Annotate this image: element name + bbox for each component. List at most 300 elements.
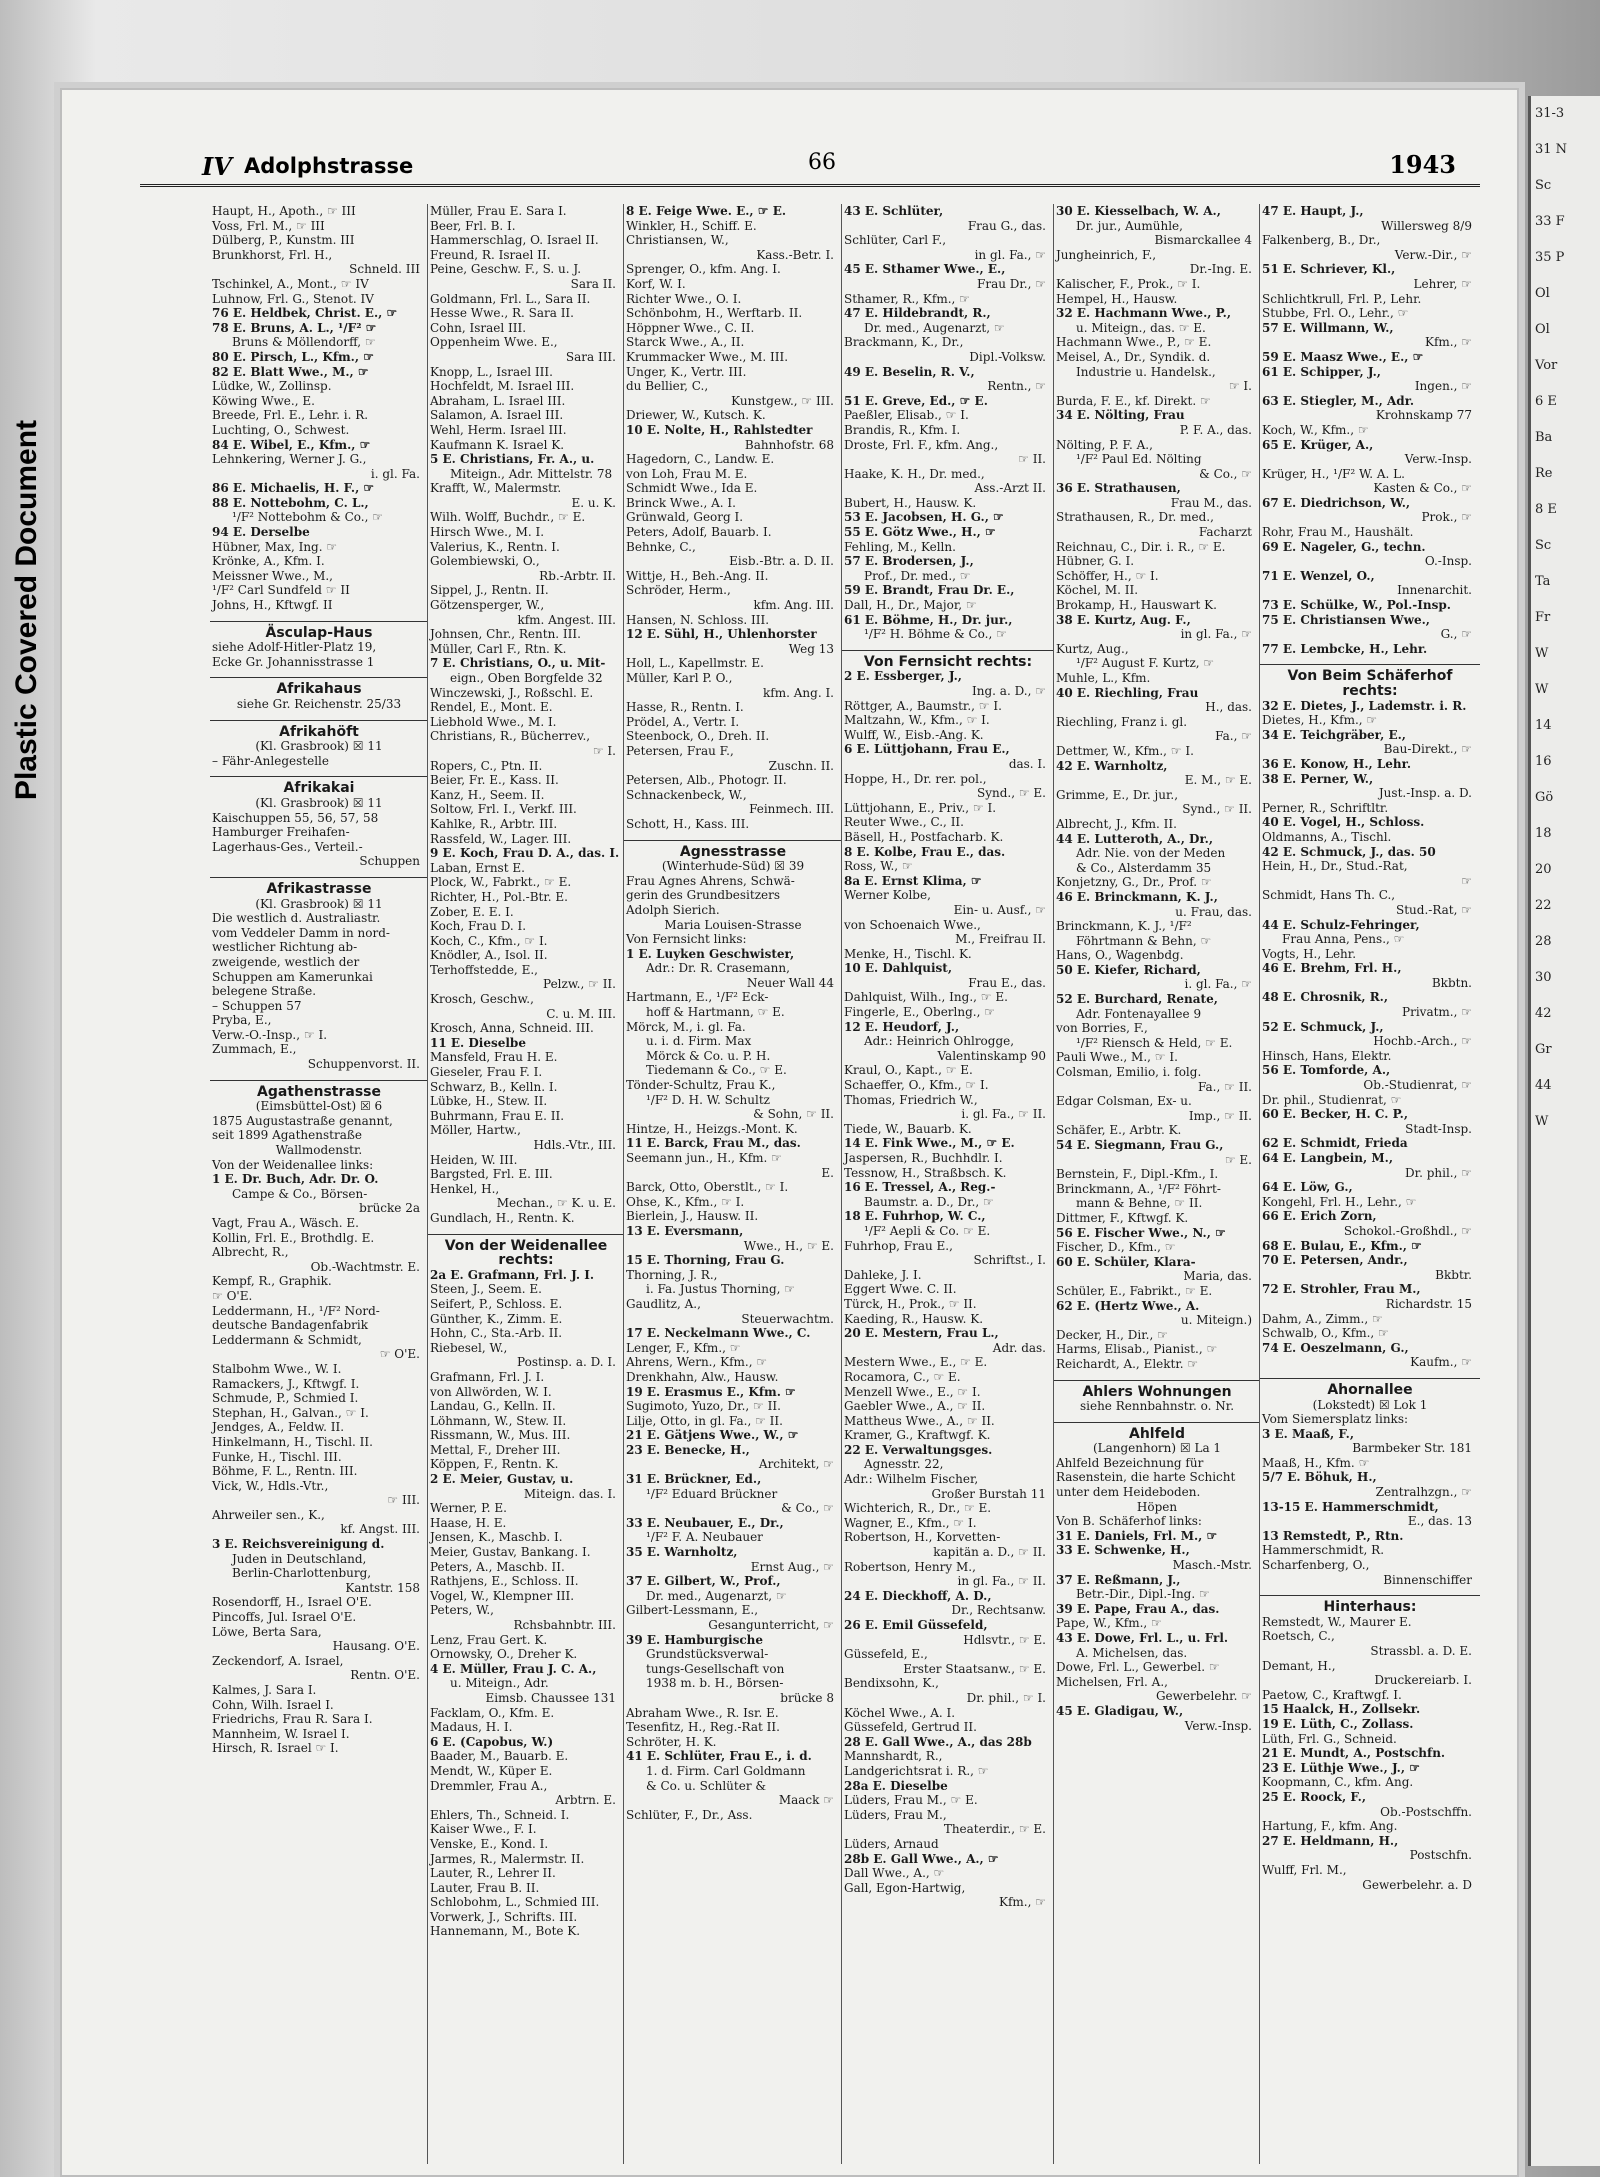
resident-entry: i. gl. Fa., ☞ — [1184, 977, 1252, 992]
house-number-entry: 12 E. Sühl, H., Uhlenhorster — [626, 627, 817, 642]
resident-entry: kf. Angst. III. — [340, 1522, 420, 1537]
resident-entry: Decker, H., Dir., ☞ — [1056, 1327, 1168, 1342]
resident-entry: Schriftst., I. — [973, 1253, 1046, 1268]
resident-entry: – Schuppen 57 — [212, 998, 302, 1013]
resident-entry: Ohse, K., Kfm., ☞ I. — [626, 1194, 745, 1209]
resident-entry: i. gl. Fa. — [370, 466, 420, 481]
section-note: (Winterhude-Süd) ☒ 39 — [661, 859, 805, 874]
house-number-entry: 76 E. Heldbek, Christ. E., ☞ — [212, 306, 398, 321]
resident-entry: Voss, Frl. M., ☞ III — [212, 218, 325, 233]
resident-entry: Schlobohm, L., Schmied III. — [430, 1895, 600, 1910]
resident-entry: tungs-Gesellschaft von — [646, 1661, 785, 1676]
house-number-entry: 7 E. Christians, O., u. Mit- — [430, 656, 606, 671]
resident-entry: Köchel, M. II. — [1056, 583, 1139, 598]
resident-entry: Winkler, H., Schiff. E. — [626, 218, 757, 233]
house-number-entry: 6 E. (Capobus, W.) — [430, 1734, 554, 1749]
resident-entry: Gaebler Wwe., A., ☞ II. — [844, 1399, 986, 1414]
resident-entry: Agnesstr. 22, — [864, 1457, 944, 1472]
resident-entry: Hasse, R., Rentn. I. — [626, 700, 744, 715]
resident-entry: P. F. A., das. — [1179, 422, 1252, 437]
resident-entry: Schlüter, Carl F., — [844, 233, 947, 248]
resident-entry: Mannheim, W. Israel I. — [212, 1726, 350, 1741]
resident-entry: Kurtz, Aug., — [1056, 641, 1129, 656]
house-number-entry: 86 E. Michaelis, H. F., ☞ — [212, 481, 375, 496]
resident-entry: Adr. das. — [992, 1340, 1046, 1355]
column-2 — [428, 204, 624, 2164]
resident-entry: Hammerschlag, O. Israel II. — [430, 233, 599, 248]
house-number-entry: 54 E. Siegmann, Frau G., — [1056, 1138, 1224, 1152]
column-3 — [624, 204, 842, 2164]
resident-entry: & Sohn, ☞ II. — [753, 1107, 834, 1122]
resident-entry: Kongehl, Frl. H., Lehr., ☞ — [1262, 1194, 1417, 1209]
resident-entry: Brinck Wwe., A. I. — [626, 495, 736, 510]
resident-entry: Krohnskamp 77 — [1375, 408, 1472, 423]
district-code: IV — [202, 152, 232, 181]
resident-entry: Breede, Frl. E., Lehr. i. R. — [212, 408, 369, 423]
house-number-entry: 3 E. Reichsvereinigung d. — [212, 1537, 385, 1552]
resident-entry: Valentinskamp 90 — [937, 1048, 1046, 1063]
resident-entry: Peine, Geschw. F., S. u. J. — [430, 262, 582, 277]
resident-entry: Beer, Frl. B. I. — [430, 218, 516, 233]
resident-entry: von Allwörden, W. I. — [430, 1384, 552, 1399]
resident-entry: Wulff, W., Eisb.-Ang. K. — [844, 727, 984, 742]
house-number-entry: 17 E. Neckelmann Wwe., C. — [626, 1326, 811, 1341]
resident-entry: Kramer, G., Kraftwgf. K. — [844, 1428, 991, 1443]
resident-entry: Fischer, D., Kfm., ☞ — [1056, 1240, 1176, 1255]
house-number-entry: 45 E. Sthamer Wwe., E., — [844, 262, 1006, 277]
house-number-entry: 46 E. Brehm, Frl. H., — [1262, 961, 1402, 976]
next-page-fragment: 31-3 — [1535, 106, 1565, 121]
resident-entry: Koch, C., Kfm., ☞ I. — [430, 933, 548, 948]
resident-entry: Kasten & Co., ☞ — [1373, 481, 1472, 496]
resident-entry: ☞ I. — [1228, 379, 1252, 394]
resident-entry: ¹/F² Riensch & Held, ☞ E. — [1076, 1035, 1233, 1050]
resident-entry: Freund, R. Israel II. — [430, 247, 551, 262]
resident-entry: Vogts, H., Lehr. — [1262, 946, 1357, 961]
resident-entry: Hesse Wwe., R. Sara II. — [430, 306, 574, 321]
resident-entry: Ornowsky, O., Dreher K. — [430, 1647, 578, 1662]
resident-entry: Hartmann, E., ¹/F² Eck- — [626, 990, 769, 1005]
resident-entry: Steen, J., Seem. E. — [430, 1282, 542, 1297]
resident-entry: Möller, Hartw., — [430, 1123, 521, 1138]
resident-entry: Tiede, W., Bauarb. K. — [844, 1121, 972, 1136]
next-page-fragment: Sc — [1535, 538, 1552, 553]
resident-entry: Ahrweiler sen., K., — [212, 1507, 325, 1522]
house-number-entry: 75 E. Christiansen Wwe., — [1262, 612, 1430, 627]
resident-entry: Bkbtn. — [1431, 975, 1472, 990]
resident-entry: Lüders, Arnaud — [844, 1836, 939, 1851]
resident-entry: Bahnhofstr. 68 — [744, 437, 834, 452]
resident-entry: Gaudlitz, A., — [626, 1296, 701, 1311]
resident-entry: Dr. jur., Aumühle, — [1076, 218, 1183, 233]
resident-entry: Barmbeker Str. 181 — [1352, 1441, 1472, 1456]
resident-entry: Meier, Gustav, Bankang. I. — [430, 1545, 591, 1560]
resident-entry: Konjetzny, G., Dr., Prof. ☞ — [1056, 875, 1212, 890]
resident-entry: Laban, Ernst E. — [430, 860, 525, 875]
house-number-entry: 44 E. Lutteroth, A., Dr., — [1056, 831, 1214, 846]
resident-entry: Holl, L., Kapellmstr. E. — [626, 656, 764, 671]
resident-entry: Jendges, A., Feldw. II. — [212, 1420, 345, 1435]
house-number-entry: 77 E. Lembcke, H., Lehr. — [1262, 641, 1428, 656]
resident-entry: Leddermann, H., ¹/F² Nord- — [212, 1303, 380, 1318]
house-number-entry: 9 E. Koch, Frau D. A., das. I. — [430, 846, 620, 861]
resident-entry: Hübner, G. I. — [1056, 554, 1135, 569]
resident-entry: Gall, Egon-Hartwig, — [844, 1880, 966, 1895]
resident-entry: E. — [821, 1165, 834, 1180]
house-number-entry: 60 E. Becker, H. C. P., — [1262, 1107, 1408, 1122]
resident-entry: Schwarz, B., Kelln. I. — [430, 1079, 558, 1094]
resident-entry: Krönke, A., Kfm. I. — [212, 554, 325, 569]
section-note: siehe Rennbahnstr. o. Nr. — [1079, 1399, 1235, 1414]
resident-entry: belegene Straße. — [212, 984, 317, 999]
house-number-entry: 12 E. Heudorf, J., — [844, 1019, 960, 1034]
resident-entry: Terhoffstedde, E., — [430, 962, 538, 977]
section-heading: Ahlfeld — [1054, 1422, 1260, 1442]
house-number-entry: 38 E. Kurtz, Aug. F., — [1056, 612, 1191, 627]
next-page-fragment: 42 — [1535, 1006, 1552, 1021]
resident-entry: Gilbert-Lessmann, E., — [626, 1603, 759, 1618]
resident-entry: Salamon, A. Israel III. — [430, 408, 564, 423]
resident-entry: Knödler, A., Isol. II. — [430, 948, 548, 963]
resident-entry: E. M., ☞ E. — [1184, 773, 1252, 788]
resident-entry: Pauli Wwe., M., ☞ I. — [1056, 1050, 1178, 1065]
house-number-entry: 13 Remstedt, P., Rtn. — [1262, 1528, 1404, 1543]
resident-entry: Willersweg 8/9 — [1381, 218, 1472, 233]
house-number-entry: 21 E. Gätjens Wwe., W., ☞ — [626, 1428, 799, 1443]
next-page-fragment: 30 — [1535, 970, 1552, 985]
house-number-entry: 15 Haalck, H., Zollsekr. — [1262, 1702, 1421, 1717]
house-number-entry: 1 E. Luyken Geschwister, — [626, 946, 795, 961]
resident-entry: Dr. phil., ☞ I. — [966, 1690, 1046, 1705]
house-number-entry: 61 E. Schipper, J., — [1262, 364, 1381, 379]
resident-entry: Hinkelmann, H., Tischl. II. — [212, 1434, 373, 1449]
resident-entry: Kaischuppen 55, 56, 57, 58 — [212, 810, 379, 825]
resident-entry: Adr.: Dr. R. Crasemann, — [646, 961, 790, 976]
resident-entry: Kaufmann K. Israel K. — [430, 437, 565, 452]
resident-entry: Schneld. III — [349, 262, 420, 277]
column-5 — [1054, 204, 1260, 2164]
house-number-entry: 82 E. Blatt Wwe., M., ☞ — [212, 364, 369, 379]
resident-entry: Dall, H., Dr., Major, ☞ — [844, 598, 977, 613]
section-heading: Agathenstrasse — [210, 1080, 428, 1100]
resident-entry: Bernstein, F., Dipl.-Kfm., I. — [1056, 1167, 1219, 1182]
resident-entry: Lehnkering, Werner J. G., — [212, 452, 367, 467]
resident-entry: Kahlke, R., Arbtr. III. — [430, 816, 558, 831]
resident-entry: Ropers, C., Ptn. II. — [430, 758, 543, 773]
resident-entry: Peters, A., Maschb. II. — [430, 1559, 565, 1574]
house-number-entry: 84 E. Wibel, E., Kfm., ☞ — [212, 437, 371, 452]
house-number-entry: 63 E. Stiegler, M., Adr. — [1262, 393, 1415, 408]
resident-entry: Friedrichs, Frau R. Sara I. — [212, 1712, 373, 1727]
resident-entry: Abraham, L. Israel III. — [430, 393, 566, 408]
house-number-entry: 64 E. Löw, G., — [1262, 1180, 1353, 1195]
house-number-entry: 18 E. Fuhrhop, W. C., — [844, 1209, 986, 1224]
resident-entry: Facharzt — [1198, 525, 1252, 540]
resident-entry: Frau E., das. — [968, 975, 1046, 990]
resident-entry: Strathausen, R., Dr. med., — [1056, 510, 1214, 525]
resident-entry: Bäsell, H., Postfacharb. K. — [844, 829, 1004, 844]
resident-entry: Kraul, O., Kapt., ☞ E. — [844, 1063, 973, 1078]
resident-entry: Edgar Colsman, Ex- u. — [1056, 1094, 1192, 1109]
house-number-entry: 33 E. Schwenke, H., — [1056, 1543, 1190, 1558]
resident-entry: Mannshardt, R., — [844, 1749, 943, 1764]
resident-entry: Adr.: Wilhelm Fischer, — [844, 1472, 979, 1487]
resident-entry: Kass.-Betr. I. — [756, 247, 834, 262]
section-heading: Hinterhaus: — [1260, 1595, 1480, 1615]
resident-entry: Mörck & Co. u. P. H. — [646, 1048, 771, 1063]
resident-entry: Schuppen — [359, 854, 420, 869]
house-number-entry: 23 E. Benecke, H., — [626, 1442, 750, 1457]
resident-entry: Koopmann, C., kfm. Ang. — [1262, 1775, 1414, 1790]
resident-entry: Hochb.-Arch., ☞ — [1373, 1034, 1472, 1049]
resident-entry: Rathjens, E., Schloss. II. — [430, 1574, 579, 1589]
house-number-entry: 68 E. Bulau, E., Kfm., ☞ — [1262, 1238, 1422, 1253]
resident-entry: Grünwald, Georg I. — [626, 510, 744, 525]
resident-entry: Müller, Karl P. O., — [626, 671, 733, 685]
resident-entry: Richter Wwe., O. I. — [626, 291, 742, 306]
resident-entry: Feinmech. III. — [749, 802, 834, 817]
section-note: (Kl. Grasbrook) ☒ 11 — [255, 896, 383, 911]
resident-entry: Johnsen, Chr., Rentn. III. — [430, 627, 581, 642]
house-number-entry: 51 E. Schriever, Kl., — [1262, 262, 1396, 277]
page-number: 66 — [808, 150, 836, 175]
house-number-entry: 32 E. Dietes, J., Lademstr. i. R. — [1262, 698, 1467, 713]
resident-entry: Dr. phil., ☞ — [1405, 1165, 1472, 1180]
resident-entry: Müller, Carl F., Rtn. K. — [430, 641, 567, 656]
resident-entry: unter dem Heideboden. — [1056, 1485, 1201, 1500]
resident-entry: ¹/F² Paul Ed. Nölting — [1076, 452, 1202, 467]
section-heading: Ahornallee — [1260, 1378, 1480, 1398]
resident-entry: Schuppenvorst. II. — [307, 1057, 420, 1072]
resident-entry: & Co., ☞ — [781, 1501, 834, 1516]
resident-entry: Sthamer, R., Kfm., ☞ — [844, 291, 970, 306]
resident-entry: Bargsted, Frl. E. III. — [430, 1167, 553, 1182]
section-note: (Kl. Grasbrook) ☒ 11 — [255, 795, 383, 810]
house-number-entry: 25 E. Roock, F., — [1262, 1789, 1367, 1804]
resident-entry: Lüders, Frau M., ☞ E. — [844, 1793, 978, 1808]
house-number-entry: 37 E. Gilbert, W., Prof., — [626, 1574, 781, 1589]
house-number-entry: 13-15 E. Hammerschmidt, — [1262, 1499, 1439, 1514]
next-page-fragment: 6 E — [1535, 394, 1557, 409]
house-number-entry: 24 E. Dieckhoff, A. D., — [844, 1588, 992, 1603]
resident-entry: Synd., ☞ E. — [977, 786, 1046, 801]
resident-entry: Schmude, P., Schmied I. — [212, 1391, 359, 1406]
resident-entry: Postinsp. a. D. I. — [517, 1355, 616, 1370]
resident-entry: Behnke, C., — [626, 539, 696, 554]
house-number-entry: 72 E. Strohler, Frau M., — [1262, 1282, 1421, 1297]
resident-entry: Köwing Wwe., E. — [212, 393, 315, 408]
resident-entry: Paetow, C., Kraftwgf. I. — [1262, 1687, 1402, 1702]
resident-entry: Kalmes, J. Sara I. — [212, 1683, 317, 1697]
next-page-fragment: 35 P — [1535, 250, 1565, 265]
resident-entry: Albrecht, R., — [212, 1245, 289, 1260]
house-number-entry: 20 E. Mestern, Frau L., — [844, 1326, 999, 1341]
resident-entry: ☞ — [1461, 873, 1472, 888]
resident-entry: Wulff, Frl. M., — [1262, 1862, 1347, 1877]
resident-entry: Masch.-Mstr. — [1172, 1558, 1252, 1573]
resident-entry: Höppner Wwe., C. II. — [626, 320, 755, 335]
resident-entry: ¹/F² August F. Kurtz, ☞ — [1076, 656, 1215, 671]
resident-entry: Jungheinrich, F., — [1056, 247, 1157, 262]
house-number-entry: 8 E. Feige Wwe. E., ☞ E. — [626, 204, 787, 218]
section-heading: Ahlers Wohnungen — [1054, 1380, 1260, 1400]
resident-entry: Dülberg, P., Kunstm. III — [212, 233, 355, 248]
resident-entry: Hübner, Max, Ing. ☞ — [212, 539, 338, 554]
resident-entry: Pape, W., Kfm., ☞ — [1056, 1616, 1162, 1631]
resident-entry: kfm. Angest. III. — [517, 612, 616, 627]
resident-entry: Eisb.-Btr. a. D. II. — [729, 554, 834, 569]
house-number-entry: 70 E. Petersen, Andr., — [1262, 1253, 1408, 1268]
resident-entry: Kanz, H., Seem. II. — [430, 787, 545, 802]
resident-entry: Bierlein, J., Hausw. II. — [626, 1209, 759, 1224]
resident-entry: u. Frau, das. — [1175, 904, 1252, 919]
resident-entry: Architekt, ☞ — [758, 1457, 834, 1472]
next-page-fragment: W — [1535, 682, 1549, 697]
resident-entry: Petersen, Alb., Photogr. II. — [626, 773, 787, 788]
resident-entry: Druckereiarb. I. — [1374, 1673, 1472, 1688]
house-number-entry: 22 E. Verwaltungsges. — [844, 1442, 993, 1457]
resident-entry: Dahleke, J. I. — [844, 1267, 922, 1282]
section-note: (Langenhorn) ☒ La 1 — [1092, 1441, 1222, 1456]
house-number-entry: 56 E. Fischer Wwe., N., ☞ — [1056, 1225, 1226, 1240]
resident-entry: Tessnow, H., Straßbsch. K. — [844, 1165, 1007, 1180]
resident-entry: Pryba, E., — [212, 1013, 272, 1028]
resident-entry: Stud.-Rat, ☞ — [1396, 902, 1472, 917]
resident-entry: Ramackers, J., Kftwgf. I. — [212, 1376, 360, 1391]
house-number-entry: 35 E. Warnholtz, — [626, 1545, 738, 1560]
resident-entry: Bismarckallee 4 — [1154, 233, 1252, 248]
resident-entry: ¹/F² Aepli & Co. ☞ E. — [864, 1223, 991, 1238]
house-number-entry: 8 E. Kolbe, Frau E., das. — [844, 844, 1006, 859]
resident-entry: M., Freifrau II. — [955, 932, 1046, 947]
resident-entry: Jensen, K., Maschb. I. — [430, 1530, 563, 1545]
resident-entry: i. gl. Fa., ☞ II. — [961, 1107, 1046, 1122]
next-page-fragment: Ol — [1535, 286, 1550, 301]
resident-entry: Unger, K., Vertr. III. — [626, 364, 747, 379]
house-number-entry: 34 E. Teichgräber, E., — [1262, 727, 1406, 742]
house-number-entry: 66 E. Erich Zorn, — [1262, 1209, 1377, 1224]
resident-entry: Vogel, W., Klempner III. — [430, 1588, 575, 1603]
resident-entry: gerin des Grundbesitzers — [626, 888, 781, 903]
resident-entry: Stephan, H., Galvan., ☞ I. — [212, 1405, 369, 1420]
street-map-label: Wallmodenstr. — [275, 1143, 363, 1158]
resident-entry: Röttger, A., Baumstr., ☞ I. — [844, 698, 1002, 713]
resident-entry: Krosch, Anna, Schneid. III. — [430, 1021, 594, 1036]
resident-entry: hoff & Hartmann, ☞ E. — [646, 1005, 785, 1020]
next-page-fragment: Ta — [1535, 574, 1551, 589]
next-page-fragment: Re — [1535, 466, 1553, 481]
resident-entry: Mendt, W., Küper E. — [430, 1763, 553, 1778]
resident-entry: u. Miteign., das. ☞ E. — [1076, 320, 1206, 335]
house-number-entry: 2 E. Essberger, J., — [844, 669, 962, 684]
resident-entry: Abraham Wwe., R. Isr. E. — [626, 1705, 779, 1720]
next-page-fragment: Sc — [1535, 178, 1552, 193]
resident-entry: Lübke, H., Stew. II. — [430, 1094, 548, 1109]
resident-entry: Lauter, R., Lehrer II. — [430, 1866, 556, 1881]
resident-entry: Hammerschmidt, R. — [1262, 1543, 1385, 1558]
resident-entry: A. Michelsen, das. — [1076, 1645, 1188, 1660]
resident-entry: Kantstr. 158 — [345, 1580, 420, 1595]
resident-entry: Mestern Wwe., E., ☞ E. — [844, 1355, 988, 1370]
resident-entry: Nölting, P. F. A., — [1056, 437, 1153, 452]
house-number-entry: 56 E. Tomforde, A., — [1262, 1063, 1391, 1078]
resident-entry: Rentn. O'E. — [350, 1668, 420, 1683]
house-number-entry: 6 E. Lüttjohann, Frau E., — [844, 742, 1010, 757]
resident-entry: Johns, H., Kftwgf. II — [212, 598, 333, 613]
resident-entry: Kunstgew., ☞ III. — [731, 393, 834, 408]
resident-entry: Lüders, Frau M., — [844, 1807, 947, 1822]
resident-entry: Sara II. — [570, 276, 616, 291]
resident-entry: 1938 m. b. H., Börsen- — [646, 1676, 784, 1691]
resident-entry: Plock, W., Fabrkt., ☞ E. — [430, 875, 572, 890]
house-number-entry: 61 E. Böhme, H., Dr. jur., — [844, 612, 1013, 627]
house-number-entry: 36 E. Strathausen, — [1056, 481, 1181, 496]
house-number-entry: 34 E. Nölting, Frau — [1056, 408, 1185, 423]
resident-entry: Tesenfitz, H., Reg.-Rat II. — [626, 1720, 780, 1735]
resident-entry: Brinckmann, K. J., ¹/F² — [1056, 919, 1192, 934]
resident-entry: Schüler, E., Fabrikt., ☞ E. — [1056, 1283, 1213, 1298]
resident-entry: Von Fernsicht links: — [626, 932, 747, 947]
house-number-entry: 11 E. Dieselbe — [430, 1035, 526, 1050]
resident-entry: Hansen, N. Schloss. III. — [626, 612, 770, 627]
resident-entry: Peters, W., — [430, 1603, 494, 1618]
resident-entry: Brokamp, H., Hauswart K. — [1056, 598, 1217, 613]
house-number-entry: 59 E. Maasz Wwe., E., ☞ — [1262, 349, 1424, 364]
resident-entry: Baader, M., Bauarb. E. — [430, 1749, 569, 1764]
page-header — [140, 150, 1480, 187]
resident-entry: Miteign., Adr. Mittelstr. 78 — [450, 466, 613, 481]
column-4 — [842, 204, 1054, 2164]
resident-entry: Frau Agnes Ahrens, Schwä- — [626, 873, 795, 888]
resident-entry: O.-Insp. — [1424, 554, 1472, 569]
resident-entry: Stadt-Insp. — [1405, 1121, 1472, 1136]
resident-entry: von Borries, F., — [1056, 1021, 1148, 1036]
resident-entry: Luchting, O., Schwest. — [212, 422, 350, 437]
resident-entry: Lehrer, ☞ — [1413, 276, 1472, 291]
side-label — [2, 340, 52, 880]
house-number-entry: 21 E. Mundt, A., Postschfn. — [1262, 1746, 1446, 1761]
resident-entry: Meissner Wwe., M., — [212, 568, 333, 583]
resident-entry: Adolph Sierich. — [626, 902, 720, 917]
house-number-entry: 13 E. Eversmann, — [626, 1223, 744, 1238]
next-page-fragment: 20 — [1535, 862, 1552, 877]
house-number-entry: 57 E. Brodersen, J., — [844, 554, 974, 569]
resident-entry: Rocamora, C., ☞ E. — [844, 1369, 961, 1384]
resident-entry: Schönbohm, H., Werftarb. II. — [626, 306, 803, 321]
house-number-entry: 78 E. Bruns, A. L., ¹/F² ☞ — [212, 320, 377, 335]
resident-entry: kfm. Ang. I. — [763, 685, 834, 700]
resident-entry: Rendel, E., Mont. E. — [430, 700, 553, 715]
house-number-entry: 67 E. Diedrichson, W., — [1262, 495, 1411, 510]
resident-entry: C. u. M. III. — [546, 1006, 616, 1021]
resident-entry: Grundstücksverwal- — [646, 1647, 769, 1662]
resident-entry: Krafft, W., Malermstr. — [430, 481, 562, 496]
resident-entry: Cohn, Wilh. Israel I. — [212, 1697, 334, 1712]
resident-entry: Vick, W., Hdls.-Vtr., — [212, 1478, 329, 1493]
resident-entry: Ob.-Studienrat, ☞ — [1363, 1078, 1472, 1093]
next-page-fragment: Ol — [1535, 322, 1550, 337]
house-number-entry: 31 E. Daniels, Frl. M., ☞ — [1056, 1528, 1218, 1543]
resident-entry: Richter, H., Pol.-Btr. E. — [430, 889, 568, 904]
resident-entry: & Co. u. Schlüter & — [646, 1778, 767, 1793]
resident-entry: Privatm., ☞ — [1402, 1005, 1472, 1020]
resident-entry: Hein, H., Dr., Stud.-Rat, — [1262, 859, 1408, 874]
resident-entry: Valerius, K., Rentn. I. — [430, 539, 560, 554]
resident-entry: Die westlich d. Australiastr. — [212, 911, 381, 926]
resident-entry: Von B. Schäferhof links: — [1056, 1514, 1202, 1529]
house-number-entry: 60 E. Schüler, Klara- — [1056, 1254, 1196, 1269]
resident-entry: Kaiser Wwe., F. I. — [430, 1822, 537, 1837]
